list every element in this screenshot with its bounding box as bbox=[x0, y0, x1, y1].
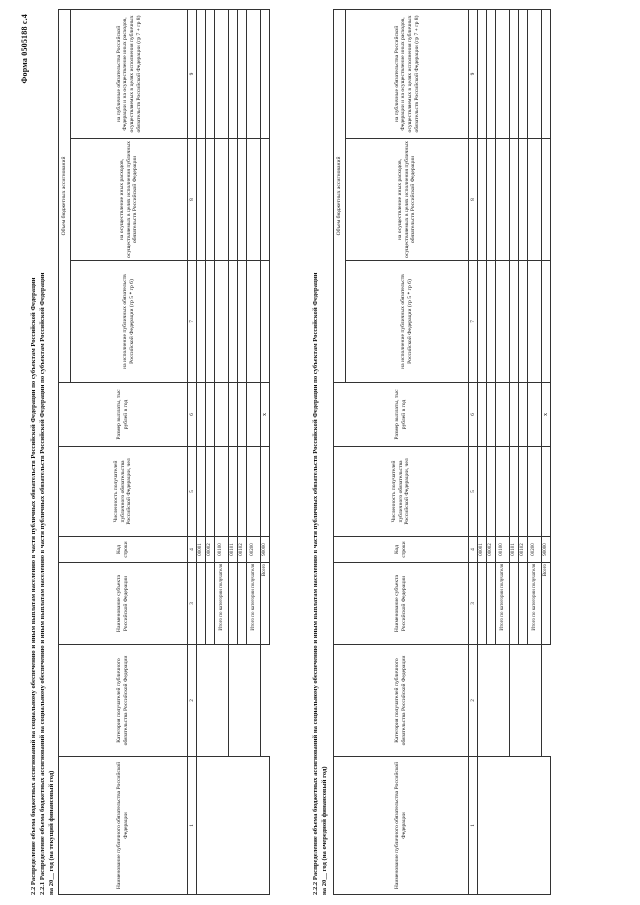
header-other-expenses: на осуществление иных расходов, осуществляемых в целях исполнения публичных обязательств Российской Федерации bbox=[346, 139, 469, 261]
colnum-4: 4 bbox=[188, 537, 197, 563]
header-recipient-category: Категория получателей публичного обязательства Российской Федерации bbox=[59, 645, 188, 757]
region-cell bbox=[510, 563, 519, 645]
region-cell bbox=[478, 563, 487, 645]
region-cell bbox=[487, 563, 496, 645]
colnum-3: 3 bbox=[469, 563, 478, 645]
colnum-1: 1 bbox=[469, 757, 478, 895]
row-code-cell: 00101 bbox=[510, 537, 519, 563]
row-code-cell: 00002 bbox=[206, 537, 215, 563]
total-payment-x: x bbox=[261, 383, 270, 447]
total-payment-x: x bbox=[542, 383, 551, 447]
header-obligation-name: Наименование публичного обязательства Российской Федерации bbox=[59, 757, 188, 895]
header-total-amount: на публичные обязательства Российской Федерации и на осуществление иных расходов, осуществляемых в целях исполнения публичных обязательств Российской Федерации (гр 7 + гр 8) bbox=[71, 9, 188, 138]
colnum-5: 5 bbox=[188, 447, 197, 537]
header-region-name: Наименование субъекта Российской Федерации bbox=[59, 563, 188, 645]
colnum-8: 8 bbox=[469, 139, 478, 261]
row-code-cell: 00102 bbox=[519, 537, 528, 563]
section1-heading-sub: 2.2.1 Распределение объема бюджетных ассигнований на социальному обеспечению и иным выплатам населению в части публичных обязательств Российской Федерации по субъектам Российской Федерации bbox=[39, 272, 46, 895]
header-row-code: Код строки bbox=[59, 537, 188, 563]
total-label: Всего bbox=[542, 563, 551, 645]
section2-heading-main: 2.2.2 Распределение объема бюджетных ассигнований на социальному обеспечению и иным выплатам населению в части публичных обязательств Российской Федерации по субъектам Российской Федерации bbox=[312, 272, 319, 895]
row-code-cell: 00102 bbox=[238, 537, 247, 563]
region-cell bbox=[519, 563, 528, 645]
colnum-3: 3 bbox=[188, 563, 197, 645]
header-other-expenses: на осуществление иных расходов, осуществляемых в целях исполнения публичных обязательств Российской Федерации bbox=[71, 139, 188, 261]
subtotal-label: Итого по категории получателя bbox=[496, 563, 510, 645]
section2-heading-year: на 20__ год (на очередной финансовый год) bbox=[321, 766, 328, 895]
form-number: Форма 0505188 с.4 bbox=[20, 14, 29, 84]
header-budget-volume: Объем бюджетных ассигнований bbox=[59, 9, 71, 382]
colnum-6: 6 bbox=[469, 383, 478, 447]
section1-heading-year: на 20__ год (на текущий финансовый год) bbox=[48, 770, 55, 895]
region-cell bbox=[206, 563, 215, 645]
colnum-2: 2 bbox=[188, 645, 197, 757]
region-cell bbox=[238, 563, 247, 645]
total-code: 90000 bbox=[261, 537, 270, 563]
category-cell bbox=[510, 645, 542, 757]
colnum-7: 7 bbox=[469, 261, 478, 383]
colnum-8: 8 bbox=[188, 139, 197, 261]
colnum-7: 7 bbox=[188, 261, 197, 383]
header-payment-size: Размер выплаты, тыс рублей в год bbox=[334, 383, 469, 447]
colnum-2: 2 bbox=[469, 645, 478, 757]
header-total-amount: на публичные обязательства Российской Федерации и на осуществление иных расходов, осуществляемых в целях исполнения публичных обязательств Российской Федерации (гр 7 + гр 8) bbox=[346, 9, 469, 138]
row-code-cell: 00002 bbox=[487, 537, 496, 563]
category-cell bbox=[478, 645, 510, 757]
colnum-4: 4 bbox=[469, 537, 478, 563]
row-code-cell: 00001 bbox=[197, 537, 206, 563]
table-row bbox=[197, 9, 206, 894]
row-code-cell: 00100 bbox=[215, 537, 229, 563]
header-obligation-name: Наименование публичного обязательства Российской Федерации bbox=[334, 757, 469, 895]
header-execution-amount: на исполнение публичных обязательств Российской Федерации (гр 5 * гр 6) bbox=[346, 261, 469, 383]
colnum-6: 6 bbox=[188, 383, 197, 447]
header-recipient-count: Численность получателей публичного обязательства Российской Федерации, чел bbox=[59, 447, 188, 537]
column-number-row bbox=[188, 9, 197, 894]
obligation-cell bbox=[197, 757, 270, 895]
obligation-cell bbox=[478, 757, 551, 895]
region-cell bbox=[197, 563, 206, 645]
row-code-cell: 00101 bbox=[229, 537, 238, 563]
colnum-5: 5 bbox=[469, 447, 478, 537]
header-row-code: Код строки bbox=[334, 537, 469, 563]
column-number-row bbox=[469, 9, 478, 894]
header-region-name: Наименование субъекта Российской Федерации bbox=[334, 563, 469, 645]
header-payment-size: Размер выплаты, тыс рублей в год bbox=[59, 383, 188, 447]
subtotal-label: Итого по категории получателя bbox=[247, 563, 261, 645]
colnum-9: 9 bbox=[188, 9, 197, 138]
section1-heading-main: 2.2 Распределение объема бюджетных ассигнований на социальному обеспечению и иным выплатам населению в части публичных обязательств Российской Федерации по субъектам Российской Федерации bbox=[30, 277, 37, 895]
colnum-9: 9 bbox=[469, 9, 478, 138]
subtotal-label: Итого по категории получателя bbox=[215, 563, 229, 645]
row-code-cell: 00200 bbox=[528, 537, 542, 563]
table-current-year bbox=[58, 9, 270, 895]
table-next-year bbox=[333, 9, 551, 895]
total-label: Всего bbox=[261, 563, 270, 645]
table-row bbox=[478, 9, 487, 894]
category-cell bbox=[229, 645, 261, 757]
header-execution-amount: на исполнение публичных обязательств Российской Федерации (гр 5 * гр 6) bbox=[71, 261, 188, 383]
subtotal-label: Итого по категории получателя bbox=[528, 563, 542, 645]
region-cell bbox=[229, 563, 238, 645]
header-recipient-count: Численность получателей публичного обязательства Российской Федерации, чел bbox=[334, 447, 469, 537]
colnum-1: 1 bbox=[188, 757, 197, 895]
row-code-cell: 00001 bbox=[478, 537, 487, 563]
row-code-cell: 00100 bbox=[496, 537, 510, 563]
category-cell bbox=[197, 645, 229, 757]
total-code: 90000 bbox=[542, 537, 551, 563]
header-recipient-category: Категория получателей публичного обязательства Российской Федерации bbox=[334, 645, 469, 757]
row-code-cell: 00200 bbox=[247, 537, 261, 563]
header-budget-volume: Объем бюджетных ассигнований bbox=[334, 9, 346, 382]
